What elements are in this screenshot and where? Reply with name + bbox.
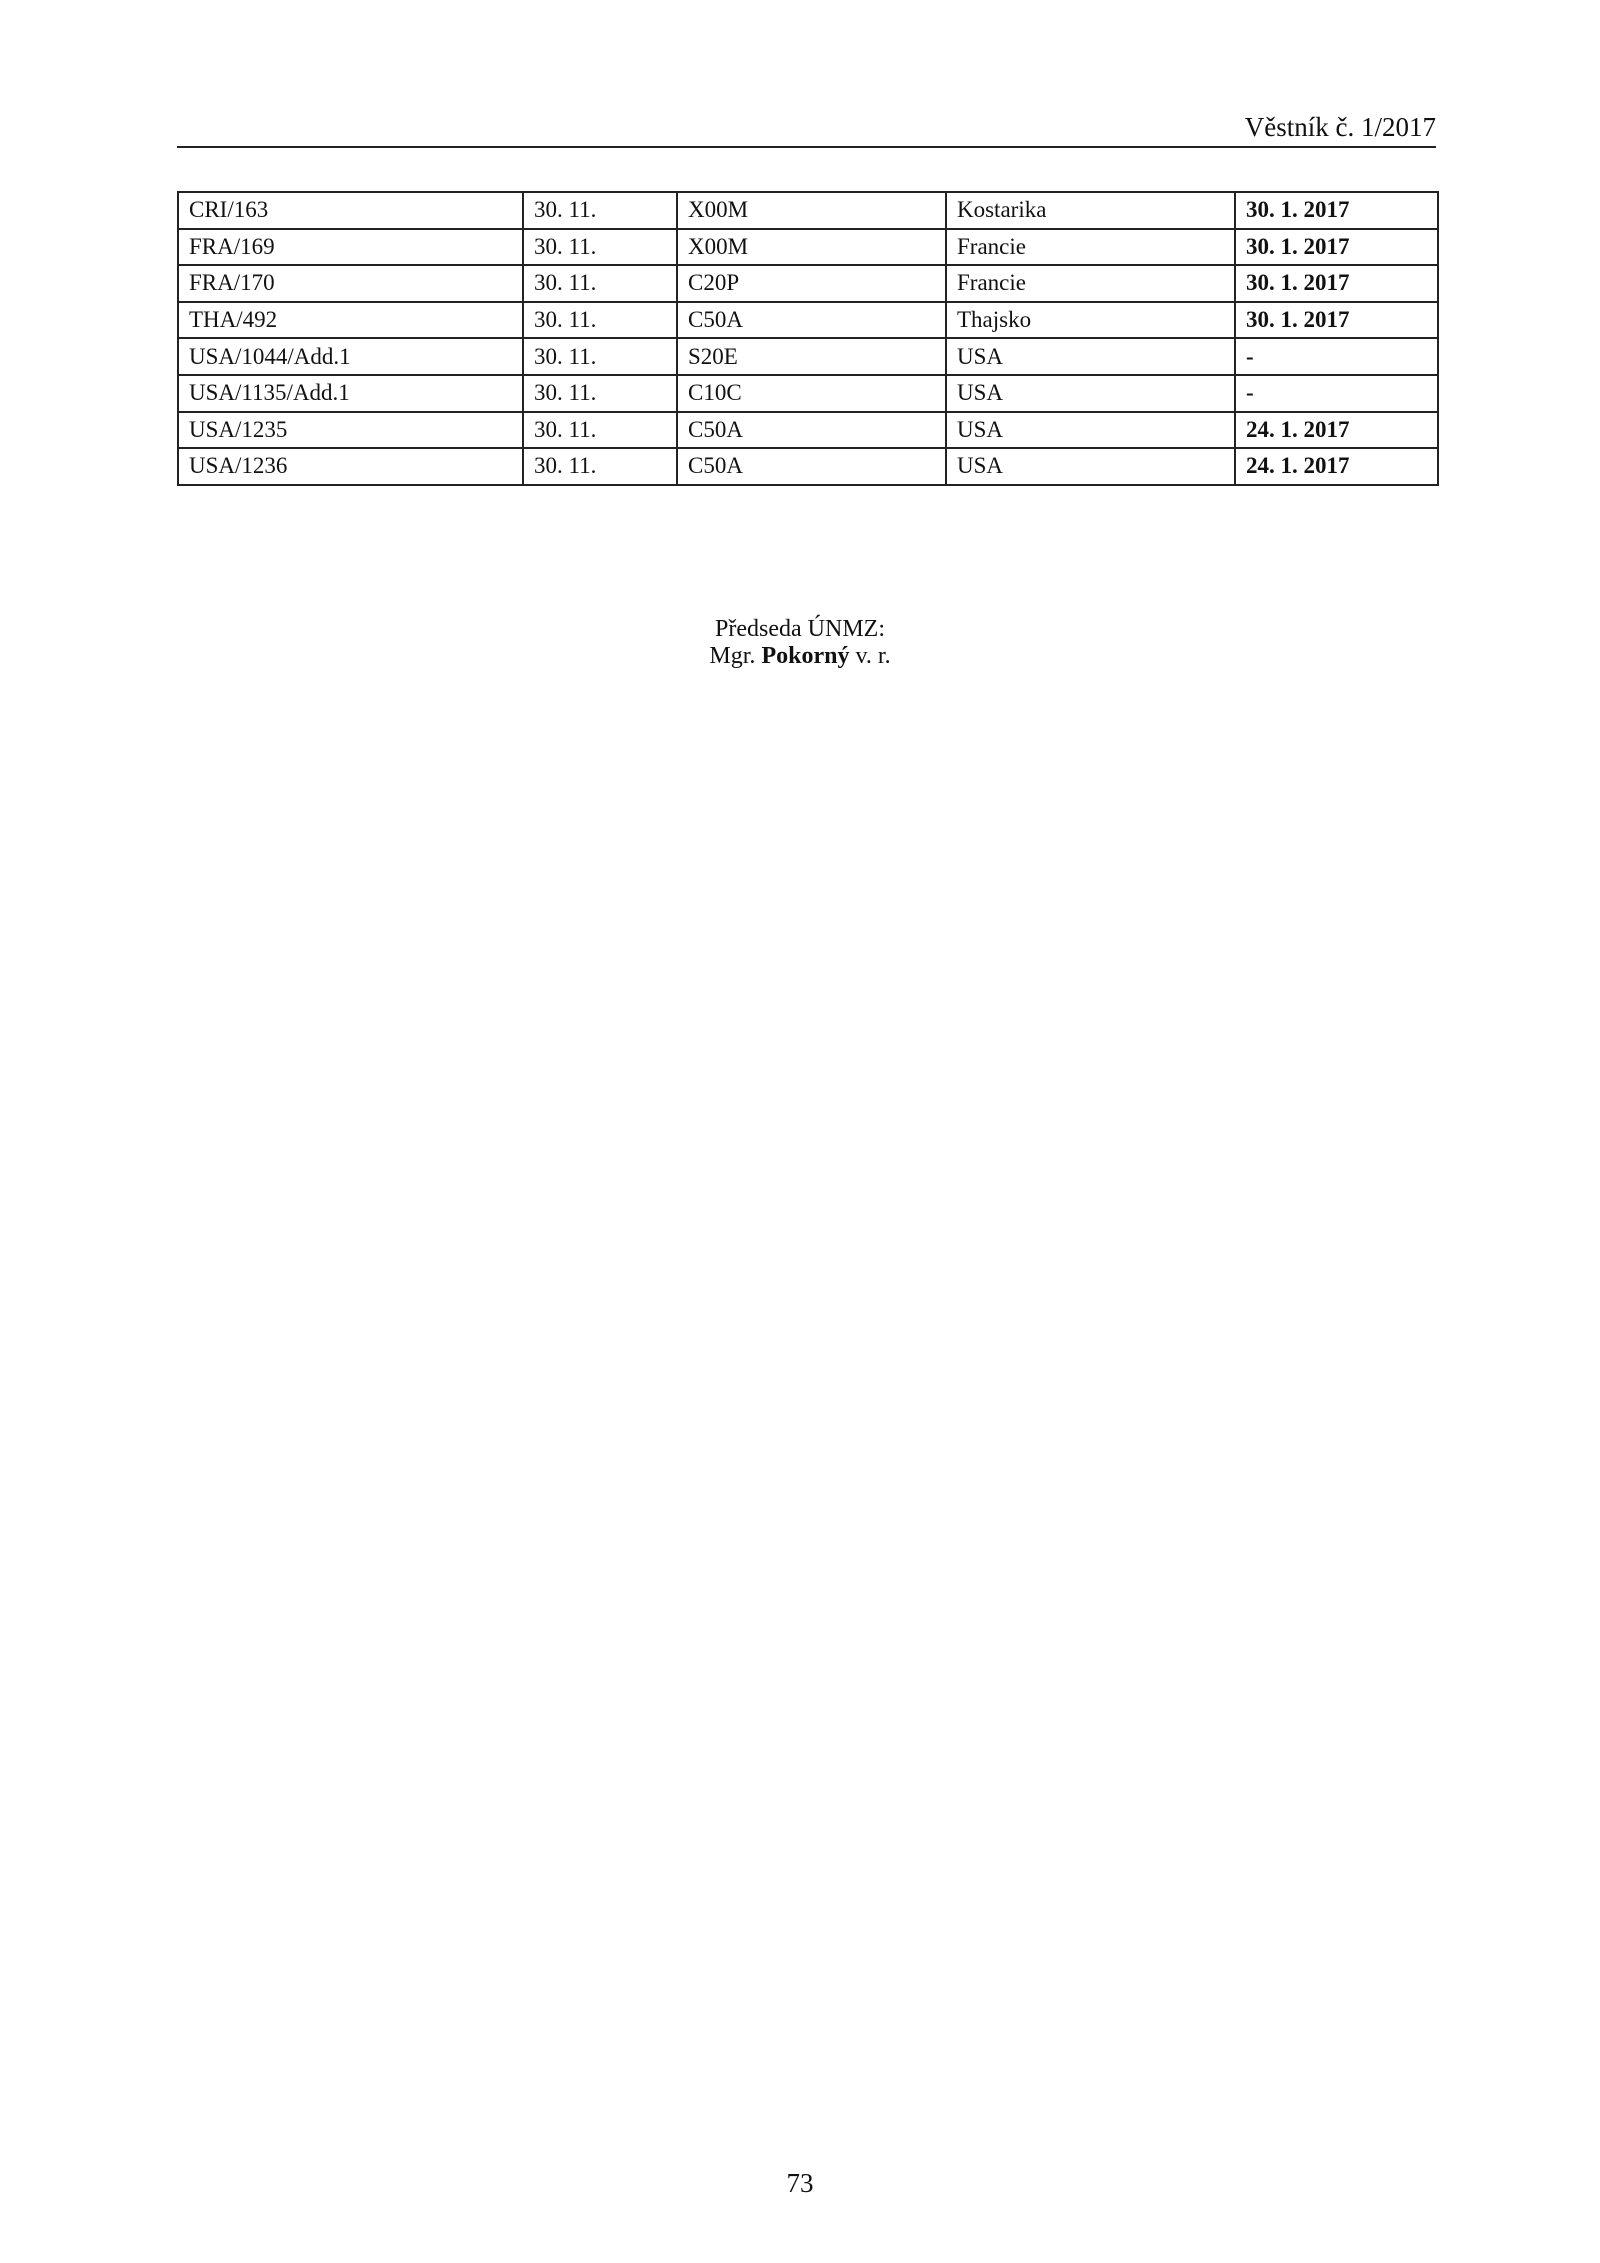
bulletin-title: Věstník č. 1/2017 xyxy=(1244,112,1436,142)
notification-code: USA/1044/Add.1 xyxy=(178,338,523,375)
notification-country: Thajsko xyxy=(946,302,1235,339)
notification-country: USA xyxy=(946,448,1235,485)
notification-category: C20P xyxy=(677,265,946,302)
page-number-text: 73 xyxy=(786,2168,814,2198)
notification-code: FRA/170 xyxy=(178,265,523,302)
table-row xyxy=(178,302,1438,339)
signature-role xyxy=(0,615,1600,643)
notification-country: USA xyxy=(946,338,1235,375)
notification-code: THA/492 xyxy=(178,302,523,339)
notification-deadline: 30. 1. 2017 xyxy=(1235,192,1438,229)
notification-date: 30. 11. xyxy=(523,302,677,339)
notification-table xyxy=(177,191,1439,486)
signature-name-line xyxy=(0,642,1600,670)
table-row xyxy=(178,338,1438,375)
table-row xyxy=(178,229,1438,266)
notification-country: Kostarika xyxy=(946,192,1235,229)
signature-name: Pokorný xyxy=(761,643,850,669)
notification-date: 30. 11. xyxy=(523,338,677,375)
notification-deadline: 30. 1. 2017 xyxy=(1235,302,1438,339)
table-row xyxy=(178,192,1438,229)
notification-country: USA xyxy=(946,375,1235,412)
notification-country: Francie xyxy=(946,265,1235,302)
table-row xyxy=(178,265,1438,302)
notification-code: USA/1135/Add.1 xyxy=(178,375,523,412)
notification-category: C50A xyxy=(677,302,946,339)
notification-date: 30. 11. xyxy=(523,192,677,229)
notification-date: 30. 11. xyxy=(523,375,677,412)
notification-country: USA xyxy=(946,412,1235,449)
notification-deadline: 30. 1. 2017 xyxy=(1235,265,1438,302)
notification-date: 30. 11. xyxy=(523,448,677,485)
notification-category: C50A xyxy=(677,448,946,485)
notification-category: C10C xyxy=(677,375,946,412)
notification-category: X00M xyxy=(677,192,946,229)
signature-title-prefix: Mgr. xyxy=(709,643,756,669)
notification-date: 30. 11. xyxy=(523,229,677,266)
notification-deadline: 24. 1. 2017 xyxy=(1235,412,1438,449)
page-header xyxy=(177,112,1436,148)
notification-category: X00M xyxy=(677,229,946,266)
notification-country: Francie xyxy=(946,229,1235,266)
notification-code: USA/1235 xyxy=(178,412,523,449)
signature-suffix: v. r. xyxy=(855,643,891,669)
notification-deadline: 24. 1. 2017 xyxy=(1235,448,1438,485)
table-row xyxy=(178,448,1438,485)
signature-role-text: Předseda ÚNMZ: xyxy=(715,616,885,642)
notification-category: C50A xyxy=(677,412,946,449)
notification-date: 30. 11. xyxy=(523,412,677,449)
notification-category: S20E xyxy=(677,338,946,375)
page-number xyxy=(0,2168,1600,2198)
notification-deadline: - xyxy=(1235,338,1438,375)
notification-deadline: 30. 1. 2017 xyxy=(1235,229,1438,266)
notification-date: 30. 11. xyxy=(523,265,677,302)
table-row xyxy=(178,375,1438,412)
notification-code: CRI/163 xyxy=(178,192,523,229)
table-row xyxy=(178,412,1438,449)
notification-code: FRA/169 xyxy=(178,229,523,266)
notification-code: USA/1236 xyxy=(178,448,523,485)
notification-deadline: - xyxy=(1235,375,1438,412)
